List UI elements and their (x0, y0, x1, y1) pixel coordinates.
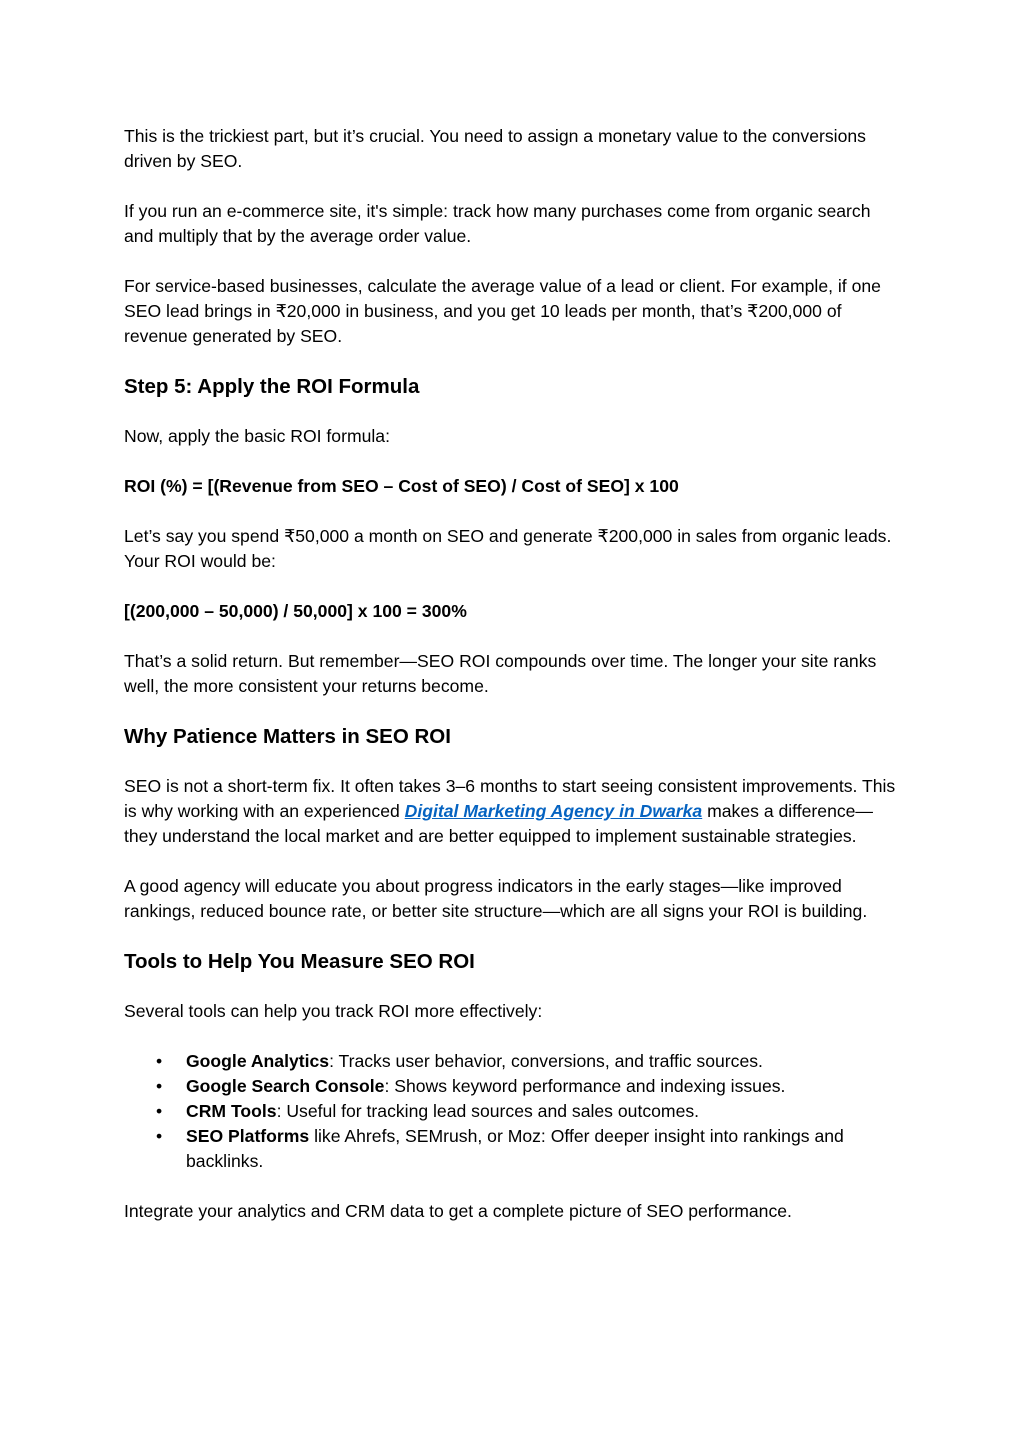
tool-description: : Useful for tracking lead sources and sales outcomes. (276, 1101, 700, 1121)
tools-list (124, 1049, 899, 1174)
patience-heading: Why Patience Matters in SEO ROI (124, 725, 451, 748)
intro-paragraph-1: This is the trickiest part, but it’s crucial. You need to assign a monetary value to the conversions driven by SEO. (124, 126, 866, 171)
tool-name: CRM Tools (186, 1101, 277, 1121)
closing-paragraph: Integrate your analytics and CRM data to get a complete picture of SEO performance. (124, 1201, 792, 1221)
intro-paragraph-3: For service-based businesses, calculate the average value of a lead or client. For example, if one SEO lead brings in ₹20,000 in business, and you get 10 leads per month, that’s ₹200,000 of revenue generated by SEO. (124, 276, 881, 346)
list-item (156, 1074, 899, 1099)
bullet-icon: • (156, 1126, 163, 1146)
step5-heading: Step 5: Apply the ROI Formula (124, 375, 420, 398)
list-item (156, 1099, 899, 1124)
agency-link[interactable]: Digital Marketing Agency in Dwarka (404, 801, 703, 821)
bullet-icon: • (156, 1076, 163, 1096)
tools-heading: Tools to Help You Measure SEO ROI (124, 950, 475, 973)
patience-text-after-link: makes a difference—they understand the local market and are better equipped to implement sustainable strategies. (124, 801, 874, 846)
intro-paragraph-2: If you run an e-commerce site, it's simple: track how many purchases come from organic search and multiply that by the average order value. (124, 201, 871, 246)
bullet-icon: • (156, 1101, 163, 1121)
step5-example: Let’s say you spend ₹50,000 a month on SEO and generate ₹200,000 in sales from organic leads. Your ROI would be: (124, 526, 892, 571)
document-page (124, 124, 899, 1249)
list-item (156, 1124, 899, 1174)
patience-text-before-link: SEO is not a short-term fix. It often takes 3–6 months to start seeing consistent improvements. This is why working with an experienced (124, 776, 896, 821)
roi-calculation: [(200,000 – 50,000) / 50,000] x 100 = 300% (124, 601, 467, 621)
tool-name: Google Analytics (186, 1051, 330, 1071)
tool-description: : Shows keyword performance and indexing issues. (384, 1076, 786, 1096)
tool-description: like Ahrefs, SEMrush, or Moz: Offer deeper insight into rankings and backlinks. (186, 1126, 844, 1171)
patience-paragraph-1 (124, 774, 899, 849)
patience-paragraph-2: A good agency will educate you about progress indicators in the early stages—like improved rankings, reduced bounce rate, or better site structure—which are all signs your ROI is building. (124, 876, 868, 921)
bullet-icon: • (156, 1051, 163, 1071)
step5-intro: Now, apply the basic ROI formula: (124, 426, 390, 446)
tool-name: SEO Platforms (186, 1126, 310, 1146)
list-item (156, 1049, 899, 1074)
tools-intro: Several tools can help you track ROI more effectively: (124, 1001, 543, 1021)
tool-name: Google Search Console (186, 1076, 385, 1096)
tool-description: : Tracks user behavior, conversions, and traffic sources. (329, 1051, 763, 1071)
roi-formula: ROI (%) = [(Revenue from SEO – Cost of SEO) / Cost of SEO] x 100 (124, 476, 679, 496)
step5-conclusion: That’s a solid return. But remember—SEO ROI compounds over time. The longer your site ranks well, the more consistent your returns become. (124, 651, 877, 696)
